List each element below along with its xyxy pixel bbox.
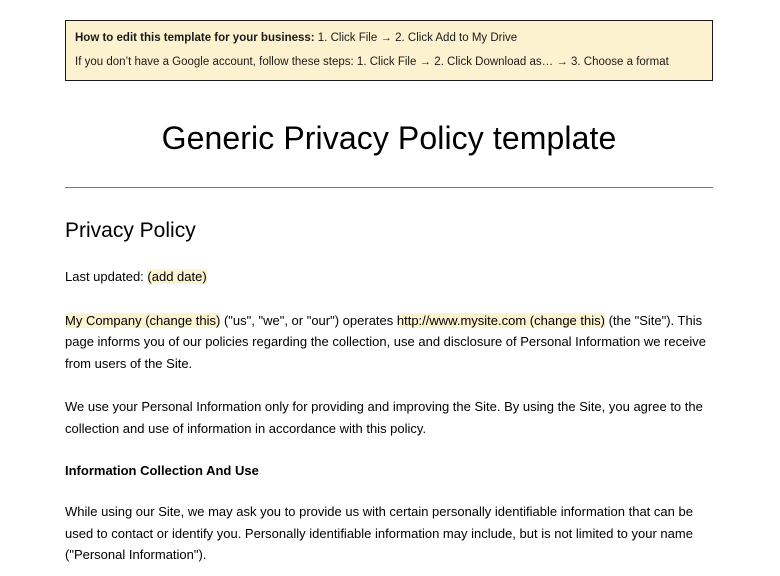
paragraph-information-use: We use your Personal Information only for providing and improving the Site. By using the Site, you agree to the collection and use of information in accordance with this policy. bbox=[65, 399, 703, 436]
title-divider bbox=[65, 187, 713, 188]
company-name-placeholder: My Company (change this) bbox=[65, 312, 221, 328]
document-title-wrap bbox=[65, 119, 713, 157]
intro-after-url: (the "Site"). This page informs you of our policies regarding the collection, use and disclosure of Personal Information we receive from users of the Site. bbox=[65, 312, 706, 371]
section-heading-privacy-policy: Privacy Policy bbox=[65, 219, 196, 242]
page-title: Generic Privacy Policy template bbox=[161, 120, 617, 156]
subheading-wrap bbox=[65, 461, 713, 481]
banner-line-2: If you don’t have a Google account, follow these steps: 1. Click File → 2. Click Download as… → 3. Choose a format bbox=[75, 56, 669, 68]
banner-line-1-label: How to edit this template for your business: bbox=[75, 32, 315, 44]
paragraph-information-collection: While using our Site, we may ask you to provide us with certain personally identifiable information that can be used to contact or identify you. Personally identifiable information may include, but is not limited to your name ("Personal Information"). bbox=[65, 504, 693, 562]
last-updated-label: Last updated: bbox=[65, 269, 148, 284]
banner-line-1 bbox=[75, 30, 702, 47]
last-updated-line bbox=[65, 266, 713, 288]
document-content bbox=[65, 20, 713, 566]
intro-after-company: ("us", "we", or "our") operates bbox=[220, 312, 397, 328]
privacy-policy-heading-wrap bbox=[65, 218, 713, 244]
subheading-information-collection: Information Collection And Use bbox=[65, 463, 259, 478]
last-updated-placeholder: (add date) bbox=[147, 269, 207, 284]
banner-line-1-steps: 1. Click File → 2. Click Add to My Drive bbox=[314, 32, 518, 44]
how-to-edit-banner bbox=[65, 20, 713, 81]
site-url-placeholder: http://www.mysite.com (change this) bbox=[396, 312, 605, 328]
intro-paragraph bbox=[65, 310, 713, 375]
